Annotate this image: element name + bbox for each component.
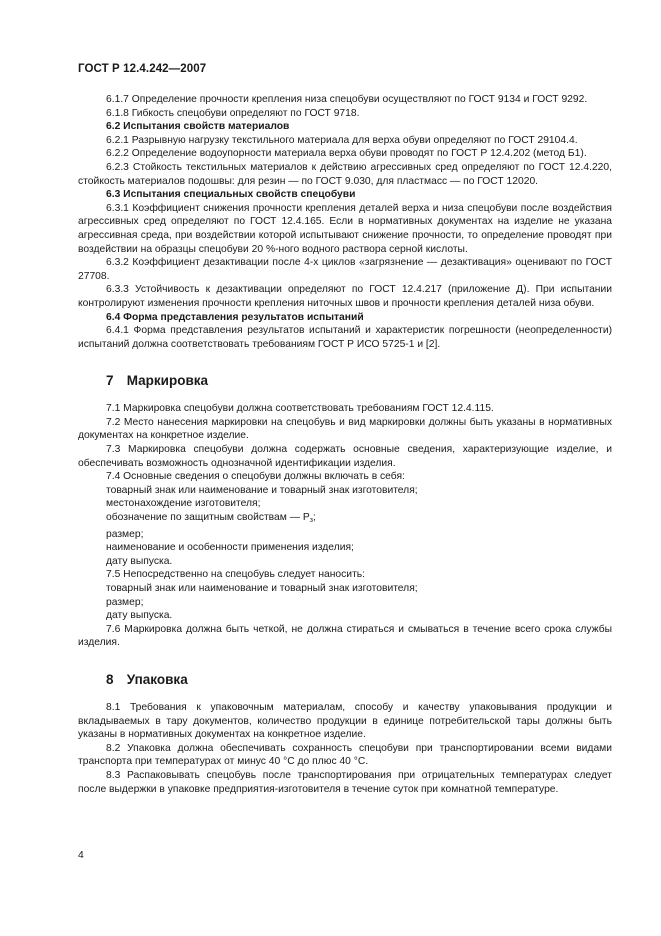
list-item: дату выпуска.: [106, 555, 173, 567]
paragraph-6-3-2: 6.3.2 Коэффициент дезактивации после 4-х циклов «загрязнение — дезактивация» оценивают по ГОСТ 27708.: [78, 257, 612, 282]
paragraph-6-4-1: 6.4.1 Форма представления результатов испытаний и характеристик погрешности (неопределенности) испытаний должна соответствовать требованиям ГОСТ Р ИСО 5725-1 и [2].: [78, 325, 612, 350]
paragraph-6-2-2: 6.2.2 Определение водоупорности материала верха обуви проводят по ГОСТ Р 12.4.202 (метод Б1).: [106, 148, 587, 160]
paragraph-8-1: 8.1 Требования к упаковочным материалам, способу и качеству упаковывания продукции и вкладываемых в тару документов, количество продукции в единице потребительской тары должны быть указаны в нормативных документах на конкретное изделие.: [78, 701, 612, 741]
subheading-6-4: 6.4 Форма представления результатов испытаний: [106, 311, 364, 323]
list-item: местонахождение изготовителя;: [106, 498, 261, 510]
paragraph-6-1-8: 6.1.8 Гибкость спецобуви определяют по ГОСТ 9718.: [106, 107, 360, 119]
paragraph-7-2: 7.2 Место нанесения маркировки на спецобувь и вид маркировки должны быть указаны в нормативных документах на конкретное изделие.: [78, 416, 612, 442]
document-header: ГОСТ Р 12.4.242—2007: [78, 63, 207, 75]
list-item: [78, 511, 612, 528]
section-7-heading: [78, 373, 612, 389]
list-item: размер;: [106, 596, 144, 608]
section-7-title: Маркировка: [126, 373, 209, 389]
protection-label: обозначение по защитным свойствам — Р: [106, 512, 310, 524]
section-8-title: Упаковка: [126, 671, 188, 687]
list-item: наименование и особенности применения изделия;: [106, 542, 354, 554]
paragraph-6-1-7: 6.1.7 Определение прочности крепления низа спецобуви осуществляют по ГОСТ 9134 и ГОСТ 9292.: [106, 94, 588, 105]
paragraph-8-2: 8.2 Упаковка должна обеспечивать сохранность спецобуви при транспортировании всеми видами транспорта при температурах от минус 40 °С до плюс 40 °С.: [78, 742, 612, 768]
paragraph-8-3: 8.3 Распаковывать спецобувь после транспортирования при отрицательных температурах следует после выдержки в упаковке предприятия-изготовителя в течение суток при комнатной температуре.: [78, 769, 612, 795]
list-item: товарный знак или наименование и товарный знак изготовителя;: [106, 484, 418, 496]
protection-suffix: ;: [312, 512, 316, 524]
paragraph-6-2-1: 6.2.1 Разрывную нагрузку текстильного материала для верха обуви определяют по ГОСТ 29104.4.: [106, 134, 578, 146]
section-8-number: 8: [106, 671, 114, 687]
list-item: дату выпуска.: [106, 610, 173, 622]
paragraph-7-6: 7.6 Маркировка должна быть четкой, не должна стираться и смываться в течение всего срока службы изделия.: [78, 623, 612, 649]
paragraph-7-1: 7.1 Маркировка спецобуви должна соответствовать требованиям ГОСТ 12.4.115.: [106, 403, 494, 415]
paragraph-6-3-1: 6.3.1 Коэффициент снижения прочности крепления деталей верха и низа спецобуви после воздействия агрессивных сред определяют по ГОСТ 12.4.165. Если в нормативных документах на изделие не указана агрессивная среда, при воздействии которой испытывают снижение прочности, то определение проводят при воздействии на образцы спецобуви 20 %-ного водного раствора серной кислоты.: [78, 202, 612, 255]
protection-subscript: з: [309, 517, 313, 525]
list-item: товарный знак или наименование и товарный знак изготовителя;: [106, 583, 418, 594]
paragraph-6-3-3: 6.3.3 Устойчивость к дезактивации определяют по ГОСТ 12.4.217 (приложение Д). При испытании контролируют изменения прочности крепления ниточных швов и прочности крепления деталей низа обуви.: [78, 284, 612, 309]
paragraph-6-2-3: 6.2.3 Стойкость текстильных материалов к действию агрессивных сред определяют по ГОСТ 12.4.220, стойкость материалов подошвы: для резин — по ГОСТ 9.030, для пластмасс — по ГОСТ 12020.: [78, 161, 612, 187]
subheading-6-3: 6.3 Испытания специальных свойств спецобуви: [106, 189, 356, 201]
paragraph-7-4: 7.4 Основные сведения о спецобуви должны включать в себя:: [106, 471, 405, 483]
section-7-number: 7: [106, 373, 114, 389]
subheading-6-2: 6.2 Испытания свойств материалов: [106, 121, 290, 133]
paragraph-7-5: 7.5 Непосредственно на спецобувь следует наносить:: [106, 569, 366, 581]
page-number: 4: [78, 850, 84, 861]
paragraph-7-3: 7.3 Маркировка спецобуви должна содержать основные сведения, характеризующие изделие, и обеспечивать возможность однозначной идентификации изделия.: [78, 444, 612, 469]
document-body: [78, 93, 612, 796]
list-item: размер;: [106, 528, 144, 540]
section-8-heading: [78, 672, 612, 688]
